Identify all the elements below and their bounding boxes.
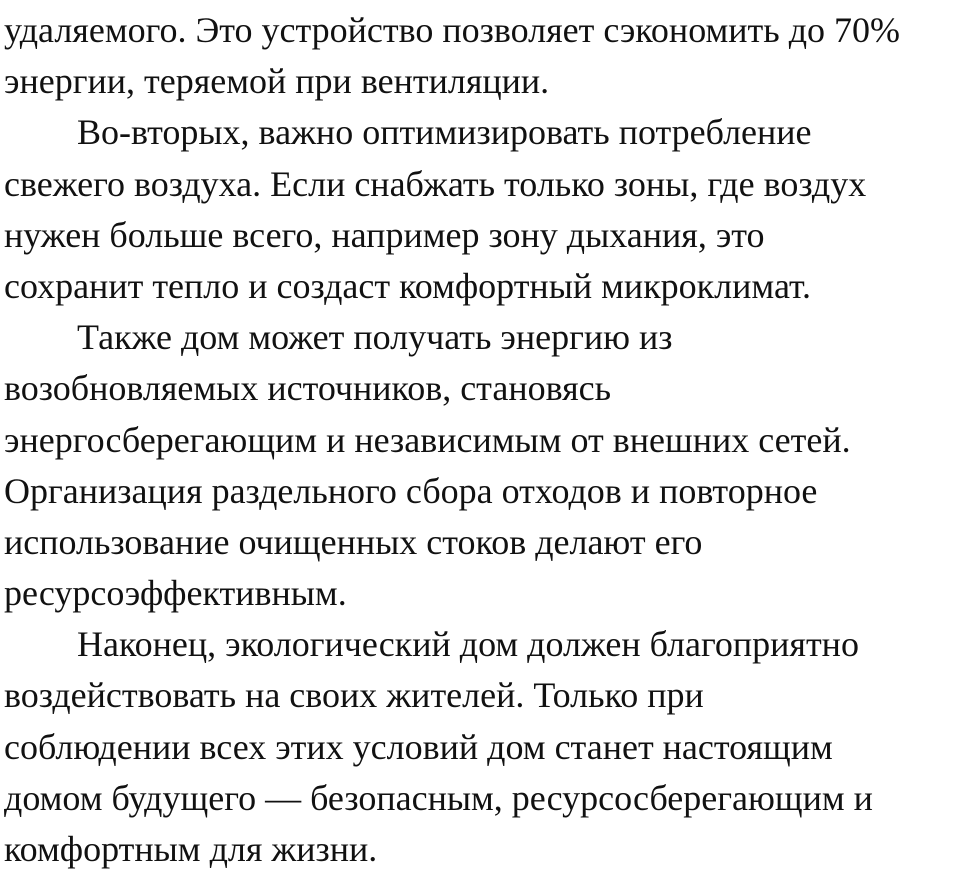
text-line: Организация раздельного сбора отходов и повторное xyxy=(4,470,818,511)
text-line: воздействовать на своих жителей. Только при xyxy=(4,675,704,716)
text-line: нужен больше всего, например зону дыхания, это xyxy=(4,214,765,255)
text-line: энергии, теряемой при вентиляции. xyxy=(4,61,550,102)
text-line: комфортным для жизни. xyxy=(4,829,378,869)
text-line: удаляемого. Это устройство позволяет сэкономить до 70% xyxy=(4,10,901,50)
body-text xyxy=(4,5,960,875)
paragraph-first-line: Наконец, экологический дом должен благоприятно xyxy=(77,624,859,665)
text-line: соблюдении всех этих условий дом станет настоящим xyxy=(4,726,833,767)
text-line: энергосберегающим и независимым от внешних сетей. xyxy=(4,419,851,460)
text-line: возобновляемых источников, становясь xyxy=(4,368,612,409)
text-line: использование очищенных стоков делают его xyxy=(4,521,703,562)
text-line: сохранит тепло и создаст комфортный микроклимат. xyxy=(4,265,812,306)
text-line: ресурсоэффективным. xyxy=(4,573,347,614)
text-line: домом будущего — безопасным, ресурсосберегающим и xyxy=(4,777,873,818)
paragraph-first-line: Также дом может получать энергию из xyxy=(77,317,673,358)
paragraph-first-line: Во-вторых, важно оптимизировать потребление xyxy=(77,112,812,153)
text-line: свежего воздуха. Если снабжать только зоны, где воздух xyxy=(4,163,867,204)
